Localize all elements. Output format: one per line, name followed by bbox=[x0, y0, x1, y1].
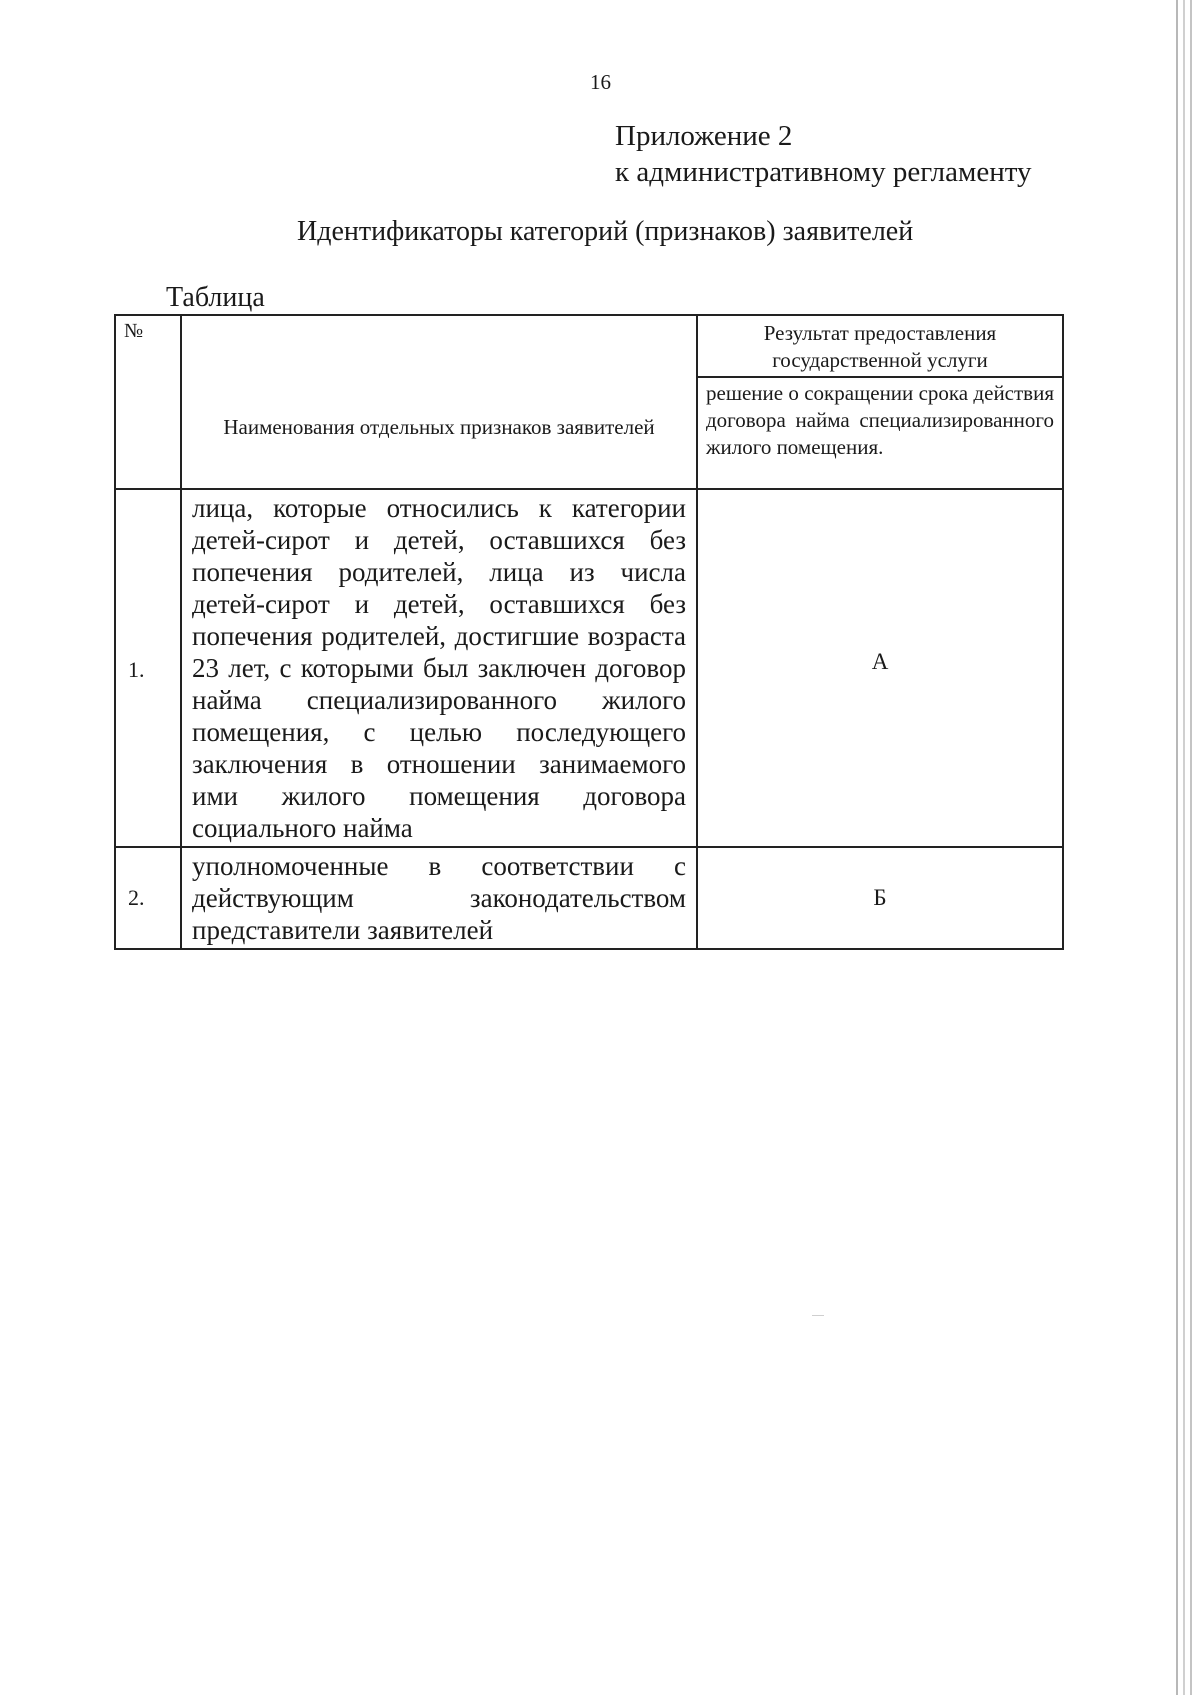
scan-mark bbox=[812, 1315, 824, 1316]
document-title: Идентификаторы категорий (признаков) заявителей bbox=[297, 216, 914, 247]
row-number: 1. bbox=[115, 489, 181, 847]
row-result: А bbox=[697, 489, 1063, 847]
scan-edge-line bbox=[1183, 0, 1185, 1695]
appendix-reference bbox=[615, 118, 1032, 190]
table-label: Таблица bbox=[166, 282, 265, 313]
header-result-subtitle: решение о сокращении срока действия договора найма специализированного жилого помещения. bbox=[697, 377, 1063, 489]
header-name: Наименования отдельных признаков заявителей bbox=[181, 315, 697, 489]
row-name: лица, которые относились к категории детей-сирот и детей, оставшихся без попечения родителей, лица из числа детей-сирот и детей, оставшихся без попечения родителей, достигшие возраста 23 лет, с которыми был заключен договор найма специализированного жилого помещения, с целью последующего заключения в отношении занимаемого ими жилого помещения договора социального найма bbox=[181, 489, 697, 847]
identifiers-table bbox=[114, 314, 1064, 950]
table-header-row bbox=[115, 315, 1063, 377]
appendix-line-1: Приложение 2 bbox=[615, 120, 793, 152]
appendix-line-2: к административному регламенту bbox=[615, 156, 1032, 188]
scan-edge-line bbox=[1176, 0, 1178, 1695]
row-number: 2. bbox=[115, 847, 181, 949]
header-result: Результат предоставления государственной услуги bbox=[697, 315, 1063, 377]
scan-edge-line bbox=[1190, 0, 1192, 1695]
page-number: 16 bbox=[590, 70, 611, 94]
row-name: уполномоченные в соответствии с действующим законодательством представители заявителей bbox=[181, 847, 697, 949]
table-row bbox=[115, 847, 1063, 949]
header-number: № bbox=[115, 315, 181, 489]
row-result: Б bbox=[697, 847, 1063, 949]
table-row bbox=[115, 489, 1063, 847]
